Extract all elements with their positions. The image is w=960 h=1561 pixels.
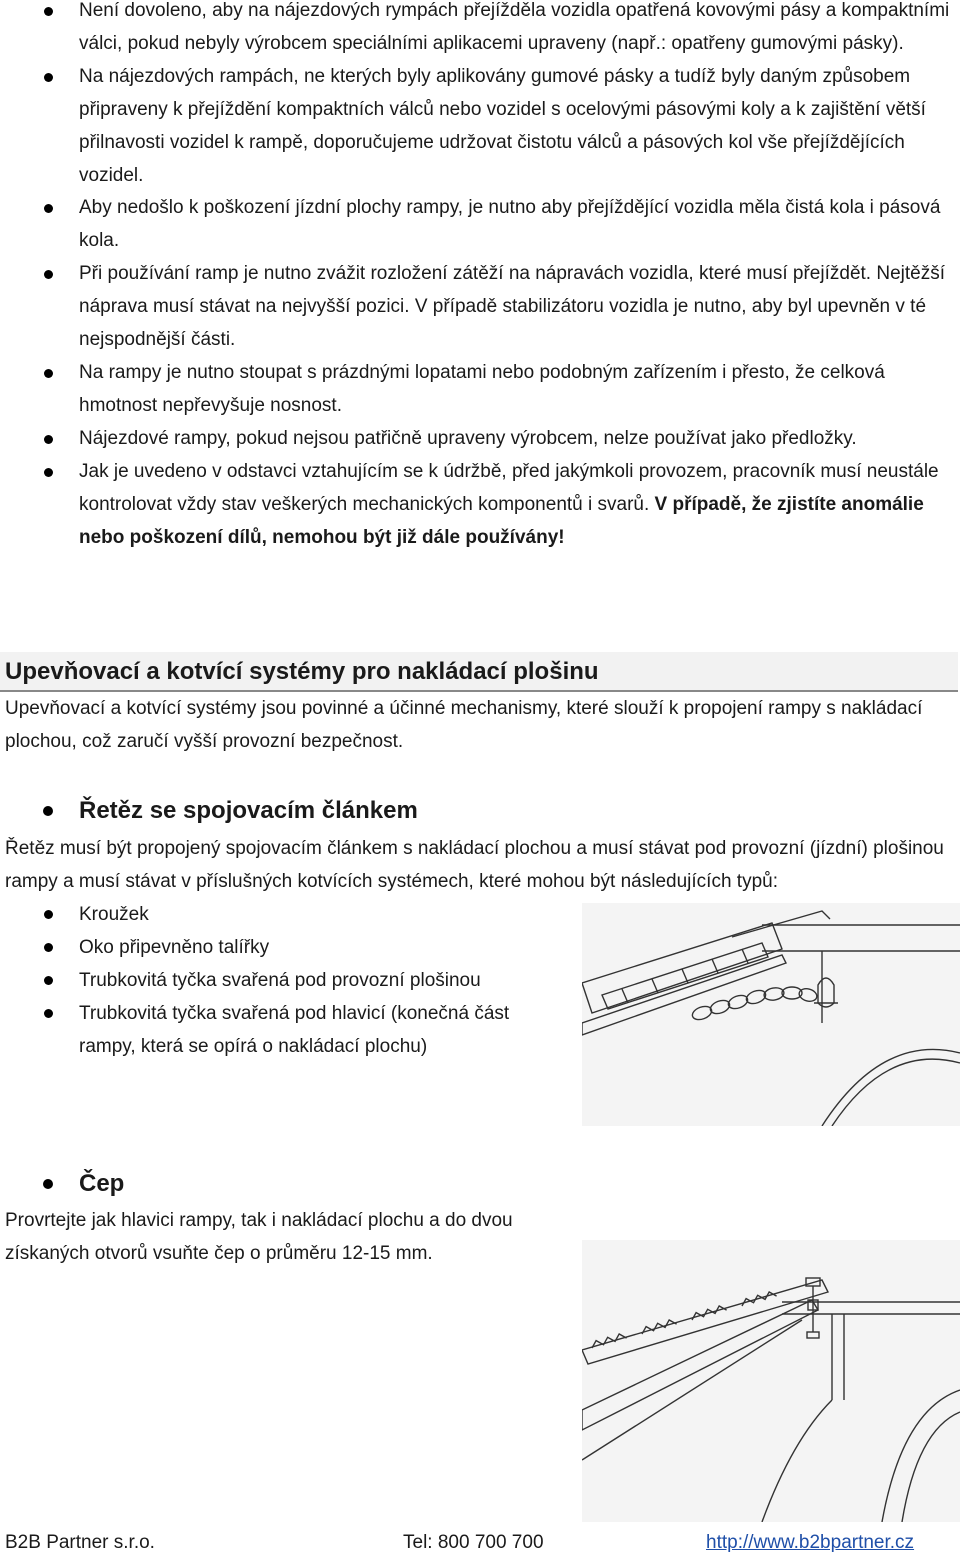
bullet-text: Nájezdové rampy, pokud nejsou patřičně upraveny výrobcem, nelze používat jako předložky. [79,427,857,449]
section-intro: Upevňovací a kotvící systémy jsou povinné a účinné mechanismy, které slouží k propojení rampy s nakládací plochou, což zaručí vyšší provozní bezpečnost. [5,698,923,752]
bullet-text: Na nájezdových rampách, ne kterých byly aplikovány gumové pásky a tudíž byly daným způsobem připraveny k přejíždění kompaktních válců nebo vozidel s ocelovými pásovými koly a k zajištění větší přilnavosti vozidel k rampě, doporučujeme udržovat čistotu válců a pásových kol vše přejíždějících vozidel. [79,65,926,186]
chain-anchor-illustration [582,903,960,1126]
list-item [0,357,960,423]
pin-drawing [582,1240,960,1522]
footer-company: B2B Partner s.r.o. [5,1532,155,1553]
safety-bullet-list [0,0,960,554]
list-item [0,258,960,357]
list-item [0,61,960,193]
bullet-dot-icon [43,1179,53,1189]
footer-website-link[interactable]: http://www.b2bpartner.cz [706,1532,915,1553]
pin-heading-text: Čep [79,1170,125,1197]
bullet-warning-text: V případě, že zjistíte anomálie nebo poškození dílů, nemohou být již dále používány! [79,493,924,548]
chain-heading [0,793,600,829]
list-item [0,456,960,555]
list-item [0,997,560,1063]
bullet-text: Při používání ramp je nutno zvážit rozložení zátěží na nápravách vozidla, které musí přejíždět. Nejtěžší náprava musí stávat na nejvyšší pozici. V případě stabilizátoru vozidla je nutno, aby byl upevněn v té nejspodnější části. [79,263,945,351]
list-item [0,964,560,997]
type-text: Oko připevněno talířky [79,937,270,958]
chain-heading-text: Řetěz se spojovacím článkem [79,797,418,824]
type-text: Kroužek [79,904,149,925]
pin-description: Provrtejte jak hlavici rampy, tak i nakládací plochu a do dvou získaných otvorů vsuňte čep o průměru 12-15 mm. [5,1210,513,1264]
section-title: Upevňovací a kotvící systémy pro nakládací plošinu [0,652,958,692]
bullet-dot-icon [43,806,53,816]
page-footer [0,1528,960,1558]
type-text: Trubkovitá tyčka svařená pod hlavicí (konečná část rampy, která se opírá o nakládací plochu) [79,1003,510,1057]
footer-phone: Tel: 800 700 700 [403,1532,544,1553]
list-item [0,423,960,456]
type-text: Trubkovitá tyčka svařená pod provozní plošinou [79,970,481,991]
chain-drawing [582,903,960,1126]
list-item [0,898,560,931]
bullet-text: Není dovoleno, aby na nájezdových rympách přejížděla vozidla opatřená kovovými pásy a kompaktními válci, pokud nebyly výrobcem speciálními aplikacemi upraveny (např.: opatřeny gumovými pásky). [79,0,950,54]
anchor-types-list [0,898,560,1063]
pin-anchor-illustration [582,1240,960,1522]
list-item [0,931,560,964]
chain-description: Řetěz musí být propojený spojovacím článkem s nakládací plochou a musí stávat pod provozní (jízdní) plošinou rampy a musí stávat v příslušných kotvících systémech, které mohou být následujících typů: [5,838,944,892]
bullet-text: Aby nedošlo k poškození jízdní plochy rampy, je nutno aby přejíždějící vozidla měla čistá kola i pásová kola. [79,197,941,252]
list-item [0,0,960,61]
bullet-text: Jak je uvedeno v odstavci vztahujícím se k údržbě, před jakýmkoli provozem, pracovník musí neustále kontrolovat vždy stav veškerých mechanických komponentů i svarů. [79,460,939,515]
list-item [0,192,960,258]
pin-heading [0,1166,600,1202]
bullet-text: Na rampy je nutno stoupat s prázdnými lopatami nebo podobným zařízením i přesto, že celková hmotnost nepřevyšuje nosnost. [79,361,885,416]
